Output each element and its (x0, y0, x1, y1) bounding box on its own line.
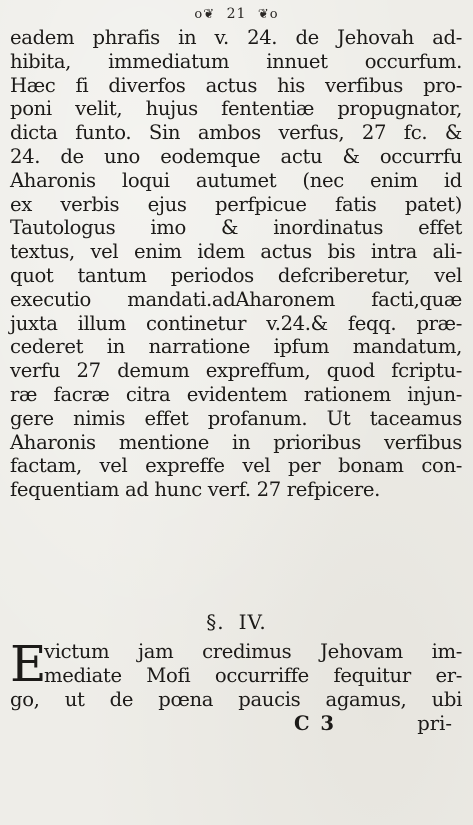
page-number: 21 (226, 6, 247, 22)
section-heading (0, 610, 473, 634)
text-line: mediate Mofi occurriffe fequitur er- (44, 664, 462, 687)
text-line: Aharonis loqui autumet (nec enim id (10, 168, 462, 192)
text-line: Hæc fi diverfos actus his verfibus pro- (10, 73, 462, 97)
footer-row (10, 712, 462, 736)
section-number: IV. (238, 610, 267, 634)
text-line: quot tantum periodos defcriberetur, vel (10, 263, 462, 287)
text-line: executio mandati.adAharonem facti,quæ (10, 287, 462, 311)
signature-mark: C 3 (294, 712, 337, 735)
catchword: pri- (417, 712, 452, 735)
section-sign: §. (206, 610, 225, 634)
text-line: 24. de uno eodemque actu & occurrfu (10, 144, 462, 168)
text-line: cederet in narratione ipfum mandatum, (10, 335, 462, 359)
text-line: verfu 27 demum expreffum, quod fcriptu- (10, 359, 462, 383)
left-ornament: o❦ (194, 7, 216, 22)
text-line: ræ facræ citra evidentem rationem injun- (10, 382, 462, 406)
text-line: fequentiam ad hunc verf. 27 refpicere. (10, 478, 381, 502)
paragraph-1 (10, 26, 462, 502)
text-line: eadem phrafis in v. 24. de Jehovah ad- (10, 26, 462, 49)
text-line: factam, vel expreffe vel per bonam con- (10, 454, 462, 478)
page-header (0, 6, 473, 22)
text-line: poni velit, hujus fententiæ propugnator, (10, 97, 462, 121)
paragraph-2 (10, 635, 462, 712)
text-line: gere nimis effet profanum. Ut taceamus (10, 406, 462, 430)
right-ornament: ❦o (257, 7, 279, 22)
text-line: victum jam credimus Jehovam im- (44, 640, 462, 663)
text-line: ex verbis ejus perfpicue fatis patet) (10, 192, 462, 216)
text-line: hibita, immediatum innuet occurfum. (10, 49, 462, 73)
text-line: dicta funto. Sin ambos verfus, 27 fc. & (10, 121, 462, 145)
text-line: Tautologus imo & inordinatus effet (10, 216, 462, 240)
drop-cap: E (10, 635, 47, 693)
text-line: go, ut de pœna paucis agamus, ubi (10, 688, 462, 711)
text-line: juxta illum continetur v.24.& feqq. præ- (10, 311, 462, 335)
text-line: textus, vel enim idem actus bis intra ali- (10, 240, 462, 264)
text-line: Aharonis mentione in prioribus verfibus (10, 430, 462, 454)
